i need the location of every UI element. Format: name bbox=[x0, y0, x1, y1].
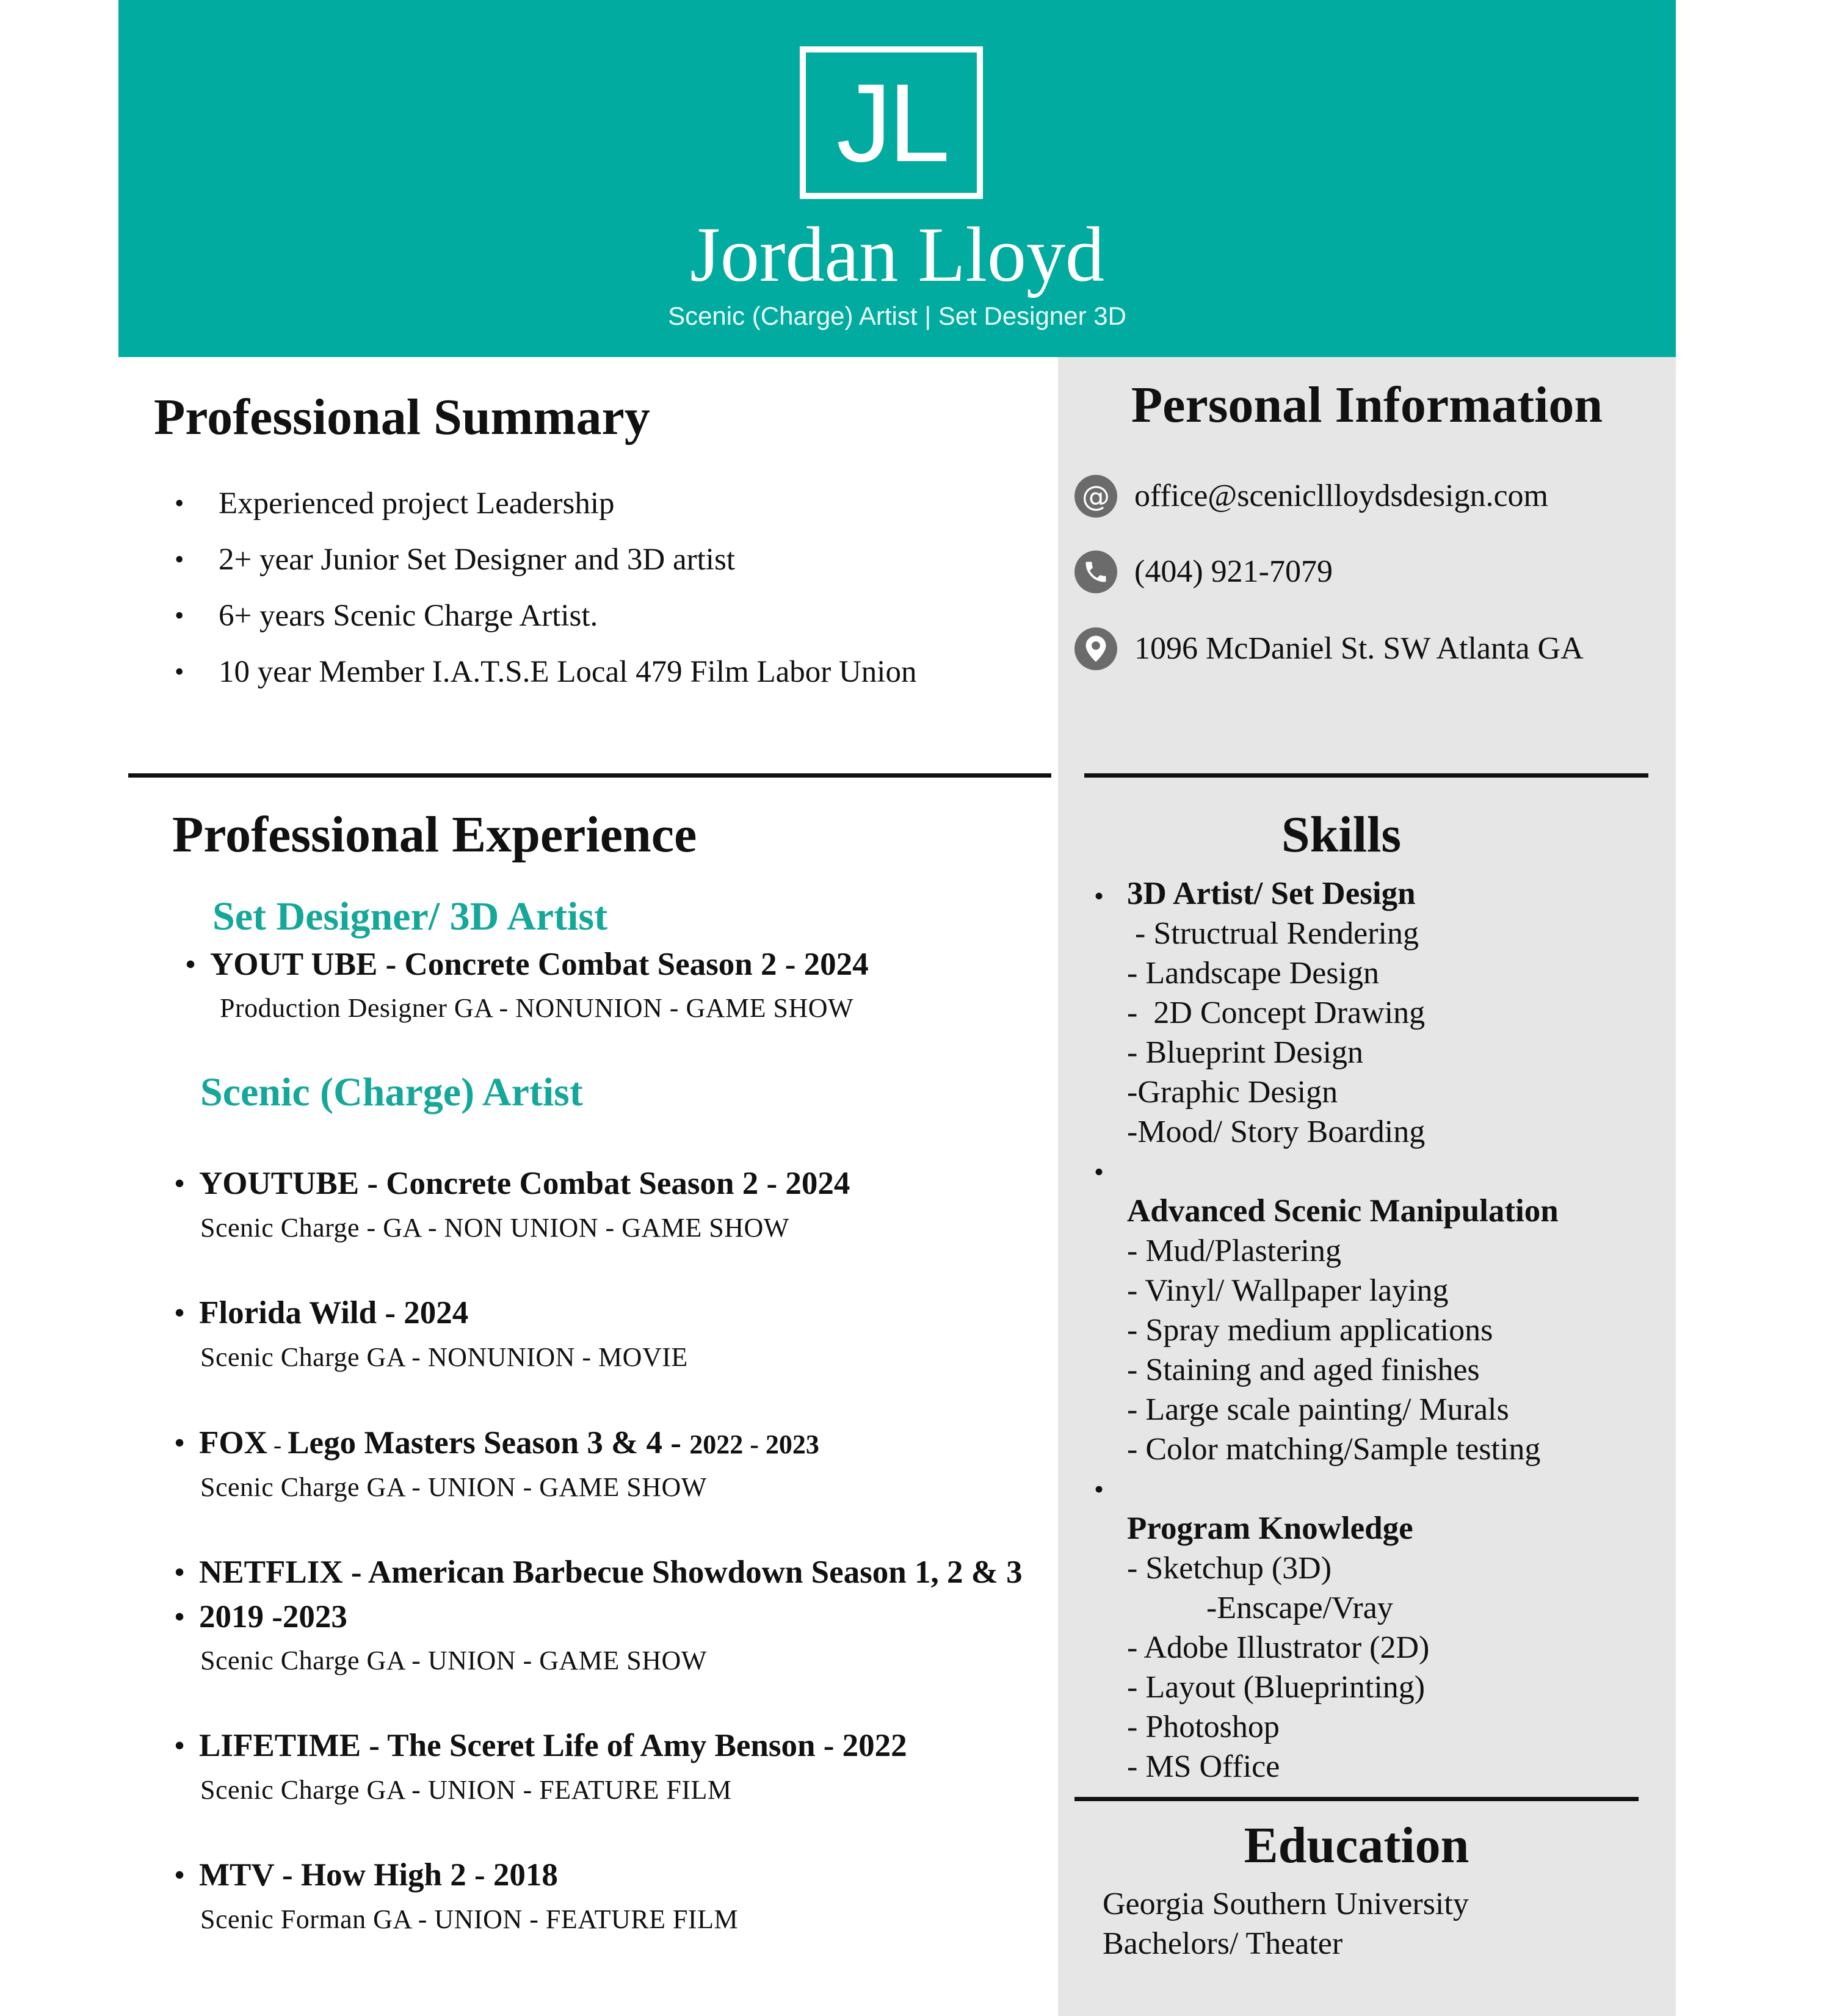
education-heading: Education bbox=[1244, 1817, 1469, 1874]
skill-group-list bbox=[1127, 1231, 1540, 1469]
skill-item: - Large scale painting/ Murals bbox=[1127, 1392, 1509, 1427]
header-banner bbox=[118, 0, 1676, 357]
skill-group-list bbox=[1127, 1548, 1429, 1787]
skill-item: - Spray medium applications bbox=[1127, 1313, 1493, 1348]
job-entry bbox=[199, 1724, 907, 1767]
job-entry bbox=[199, 1422, 819, 1467]
contact-address bbox=[1074, 627, 1584, 670]
skill-item: - Layout (Blueprinting) bbox=[1127, 1670, 1426, 1705]
job-title-separator: - bbox=[267, 1431, 288, 1459]
sidebar-divider bbox=[1084, 773, 1648, 778]
skill-bullet: • bbox=[1094, 880, 1104, 911]
contact-email[interactable] bbox=[1074, 475, 1548, 518]
skill-item: - Photoshop bbox=[1127, 1710, 1280, 1744]
location-pin-icon bbox=[1074, 627, 1117, 670]
phone-text[interactable]: (404) 921-7079 bbox=[1134, 554, 1333, 589]
contact-phone[interactable] bbox=[1074, 551, 1333, 593]
skill-group-title: Advanced Scenic Manipulation bbox=[1127, 1193, 1559, 1229]
job-entry bbox=[199, 1854, 558, 1896]
email-text[interactable]: office@scenicllloydsdesign.com bbox=[1134, 479, 1548, 513]
summary-list bbox=[153, 475, 916, 700]
skill-item: - 2D Concept Drawing bbox=[1127, 995, 1426, 1030]
skill-group-list bbox=[1127, 914, 1425, 1152]
job-description: Scenic Charge - GA - NON UNION - GAME SHOW bbox=[200, 1213, 789, 1243]
role-heading-scenic-artist: Scenic (Charge) Artist bbox=[200, 1070, 583, 1115]
job-title: • YOUTUBE - Concrete Combat Season 2 - 2024 bbox=[199, 1162, 850, 1205]
summary-item: • 6+ years Scenic Charge Artist. bbox=[153, 588, 916, 644]
job-title: • LIFETIME - The Sceret Life of Amy Benson - 2022 bbox=[199, 1724, 907, 1767]
skill-item: - Mud/Plastering bbox=[1127, 1234, 1341, 1268]
address-text: 1096 McDaniel St. SW Atlanta GA bbox=[1134, 631, 1584, 666]
phone-icon bbox=[1074, 551, 1117, 593]
summary-item: • 10 year Member I.A.T.S.E Local 479 Film Labor Union bbox=[153, 644, 916, 700]
education-divider bbox=[1074, 1797, 1639, 1801]
at-sign-icon: @ bbox=[1074, 475, 1117, 518]
summary-item: • 2+ year Junior Set Designer and 3D artist bbox=[153, 532, 916, 588]
phone-glyph bbox=[1082, 558, 1109, 585]
summary-heading: Professional Summary bbox=[154, 389, 650, 446]
skill-item: - Color matching/Sample testing bbox=[1127, 1432, 1541, 1467]
monogram-text: JL bbox=[836, 60, 947, 185]
location-pin-glyph bbox=[1084, 635, 1108, 663]
job-title-years: 2022 - 2023 bbox=[689, 1429, 819, 1459]
monogram-logo bbox=[800, 46, 983, 199]
job-entry bbox=[199, 1162, 850, 1205]
candidate-name: Jordan Lloyd bbox=[690, 211, 1104, 298]
skill-item: - MS Office bbox=[1127, 1749, 1280, 1784]
skill-item: - Blueprint Design bbox=[1127, 1035, 1364, 1070]
skill-group-title: 3D Artist/ Set Design bbox=[1127, 876, 1416, 911]
job-description: Production Designer GA - NONUNION - GAME SHOW bbox=[220, 993, 854, 1023]
summary-item: • Experienced project Leadership bbox=[153, 475, 916, 532]
job-title-show: Lego Masters Season 3 & 4 - bbox=[288, 1425, 690, 1461]
skill-item: - Adobe Illustrator (2D) bbox=[1127, 1630, 1430, 1665]
job-title-network: FOX bbox=[199, 1425, 267, 1461]
personal-heading: Personal Information bbox=[1131, 377, 1603, 433]
job-description: Scenic Charge GA - UNION - GAME SHOW bbox=[200, 1646, 707, 1675]
role-heading-set-designer: Set Designer/ 3D Artist bbox=[212, 894, 608, 939]
skill-item: - Staining and aged finishes bbox=[1127, 1353, 1480, 1387]
left-divider bbox=[128, 773, 1051, 778]
skills-heading: Skills bbox=[1281, 806, 1402, 863]
job-description: Scenic Charge GA - UNION - GAME SHOW bbox=[200, 1472, 707, 1502]
skill-group-title: Program Knowledge bbox=[1127, 1511, 1413, 1546]
job-title bbox=[199, 1422, 819, 1467]
job-description: Scenic Charge GA - UNION - FEATURE FILM bbox=[200, 1775, 732, 1805]
skill-bullet: • bbox=[1094, 1156, 1104, 1187]
skill-item: - Sketchup (3D) bbox=[1127, 1551, 1332, 1586]
education-school: Georgia Southern University bbox=[1103, 1887, 1469, 1921]
candidate-tagline: Scenic (Charge) Artist | Set Designer 3D bbox=[668, 302, 1126, 330]
job-description: Scenic Charge GA - NONUNION - MOVIE bbox=[200, 1342, 688, 1372]
skill-bullet: • bbox=[1094, 1473, 1104, 1505]
education-degree: Bachelors/ Theater bbox=[1103, 1926, 1343, 1961]
job-description: Scenic Forman GA - UNION - FEATURE FILM bbox=[200, 1904, 739, 1934]
job-entry bbox=[199, 1292, 468, 1334]
job-entry bbox=[199, 1551, 1023, 1594]
job-entry bbox=[210, 943, 869, 986]
skill-item: -Mood/ Story Boarding bbox=[1127, 1115, 1426, 1149]
job-title: • Florida Wild - 2024 bbox=[199, 1292, 468, 1334]
skill-item: - Vinyl/ Wallpaper laying bbox=[1127, 1273, 1449, 1308]
skill-item: -Graphic Design bbox=[1127, 1075, 1338, 1110]
job-title: • MTV - How High 2 - 2018 bbox=[199, 1854, 558, 1896]
job-title: • YOUT UBE - Concrete Combat Season 2 - 2024 bbox=[210, 943, 869, 986]
job-title: • NETFLIX - American Barbecue Showdown Season 1, 2 & 3 bbox=[199, 1551, 1023, 1594]
job-title-years: • 2019 -2023 bbox=[199, 1595, 1848, 1638]
experience-heading: Professional Experience bbox=[172, 806, 697, 863]
skill-item: - Structrual Rendering bbox=[1127, 916, 1419, 951]
skill-item: - Landscape Design bbox=[1127, 956, 1379, 991]
skill-item: -Enscape/Vray bbox=[1127, 1591, 1393, 1625]
